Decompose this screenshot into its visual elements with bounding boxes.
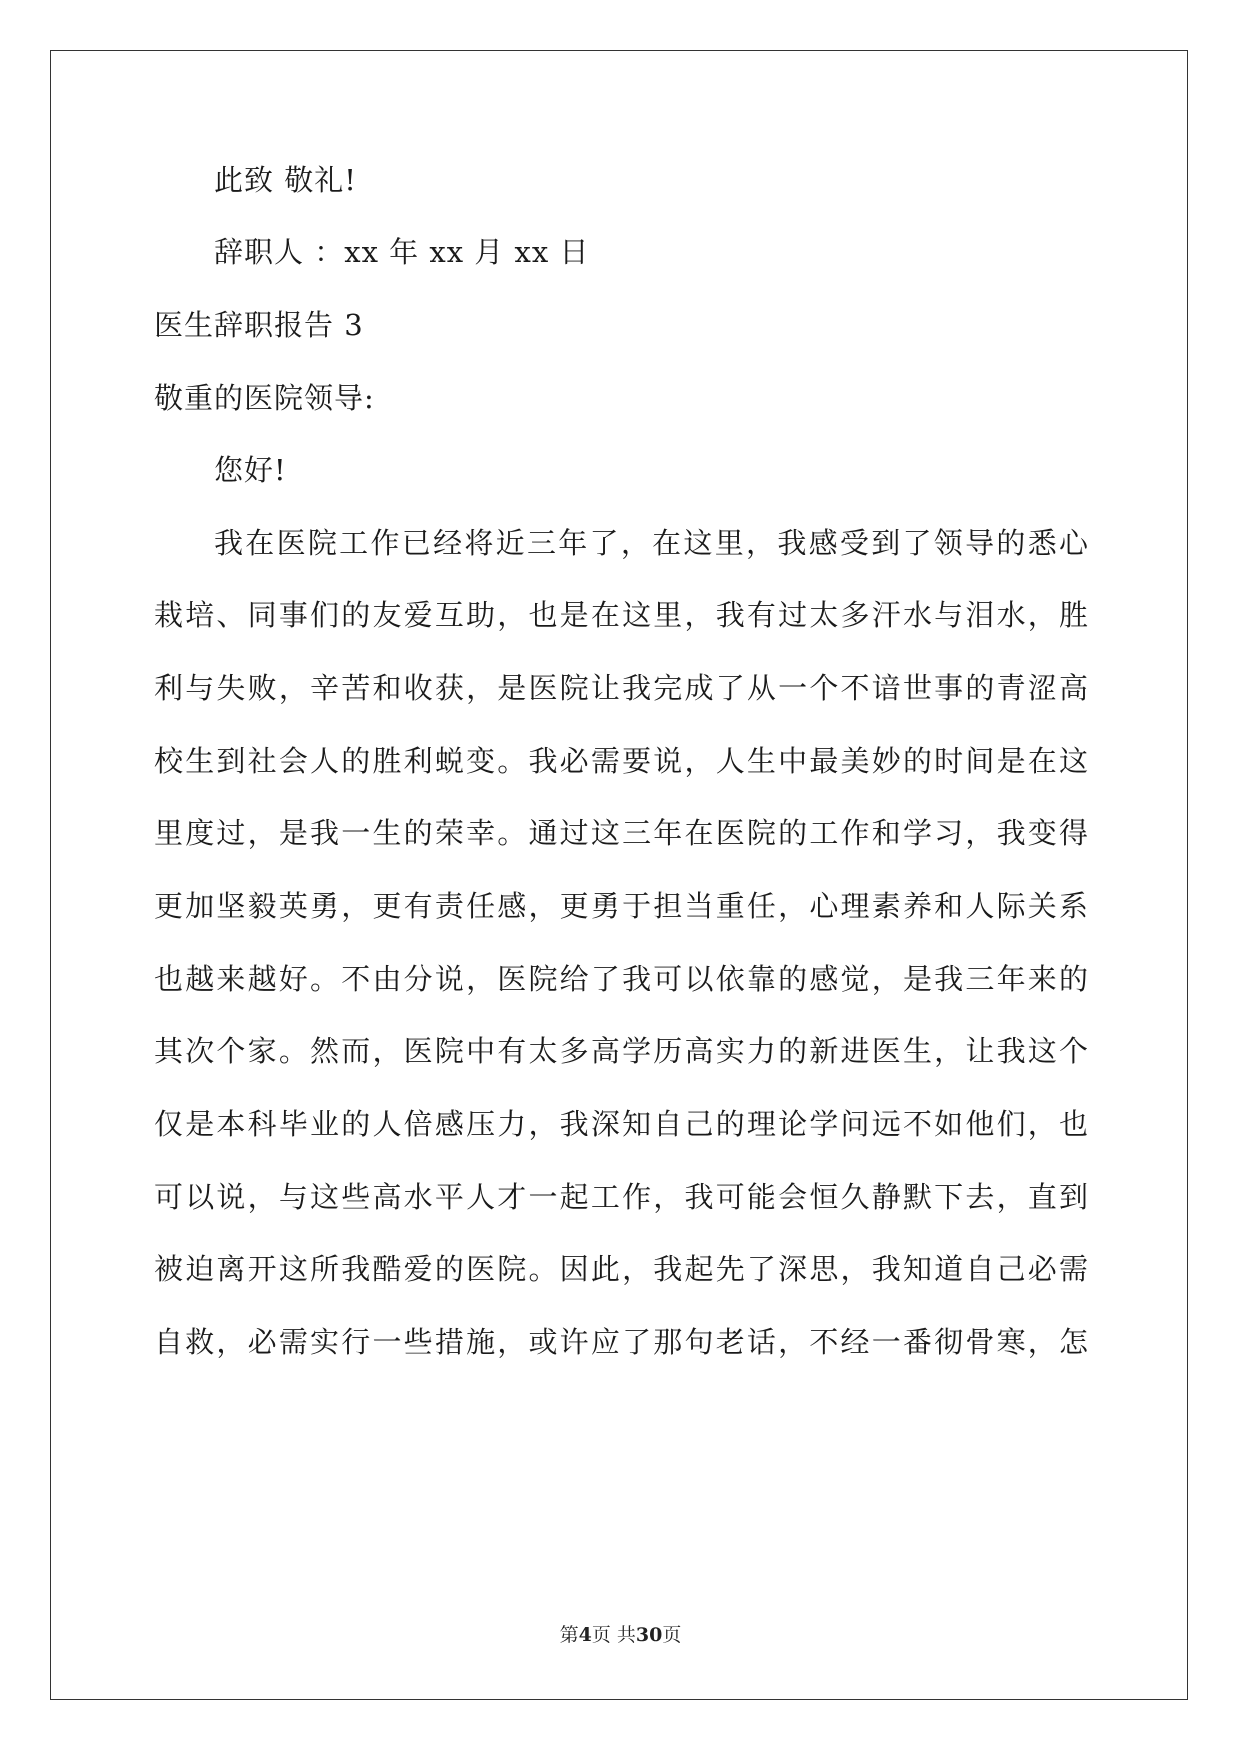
body-line: 可以说，与这些高水平人才一起工作，我可能会恒久静默下去，直到 (154, 1180, 1089, 1214)
footer-prefix: 第 (559, 1624, 579, 1646)
total-page-count: 30 (635, 1624, 663, 1646)
body-line: 我在医院工作已经将近三年了，在这里，我感受到了领导的悉心 (214, 526, 1089, 560)
body-line: 也越来越好。不由分说，医院给了我可以依靠的感觉，是我三年来的 (154, 962, 1089, 996)
body-line: 仅是本科毕业的人倍感压力，我深知自己的理论学问远不如他们，也 (154, 1107, 1089, 1141)
body-line: 更加坚毅英勇，更有责任感，更勇于担当重任，心理素养和人际关系 (154, 889, 1089, 923)
body-line: 自救，必需实行一些措施，或许应了那句老话，不经一番彻骨寒，怎 (154, 1325, 1089, 1359)
body-line: 被迫离开这所我酷爱的医院。因此，我起先了深思，我知道自己必需 (154, 1252, 1089, 1286)
current-page-number: 4 (578, 1624, 592, 1646)
body-line: 里度过，是我一生的荣幸。通过这三年在医院的工作和学习，我变得 (154, 816, 1089, 850)
section-title: 医生辞职报告 3 (154, 308, 364, 342)
body-line: 校生到社会人的胜利蜕变。我必需要说，人生中最美妙的时间是在这 (154, 744, 1089, 778)
closing-salutation: 此致 敬礼! (214, 163, 357, 197)
page-border (50, 50, 1188, 1700)
footer-suffix: 页 (662, 1624, 682, 1646)
body-line: 栽培、同事们的友爱互助，也是在这里，我有过太多汗水与泪水，胜 (154, 598, 1089, 632)
signature-date-line: 辞职人 ：xx 年 xx 月 xx 日 (214, 235, 590, 269)
page-footer (0, 1622, 1241, 1648)
body-line: 利与失败，辛苦和收获，是医院让我完成了从一个不谙世事的青涩高 (154, 671, 1089, 705)
body-line: 其次个家。然而，医院中有太多高学历高实力的新进医生，让我这个 (154, 1034, 1089, 1068)
addressee-line: 敬重的医院领导: (154, 381, 375, 415)
greeting-line: 您好! (214, 453, 287, 487)
footer-mid: 页 共 (591, 1624, 636, 1646)
